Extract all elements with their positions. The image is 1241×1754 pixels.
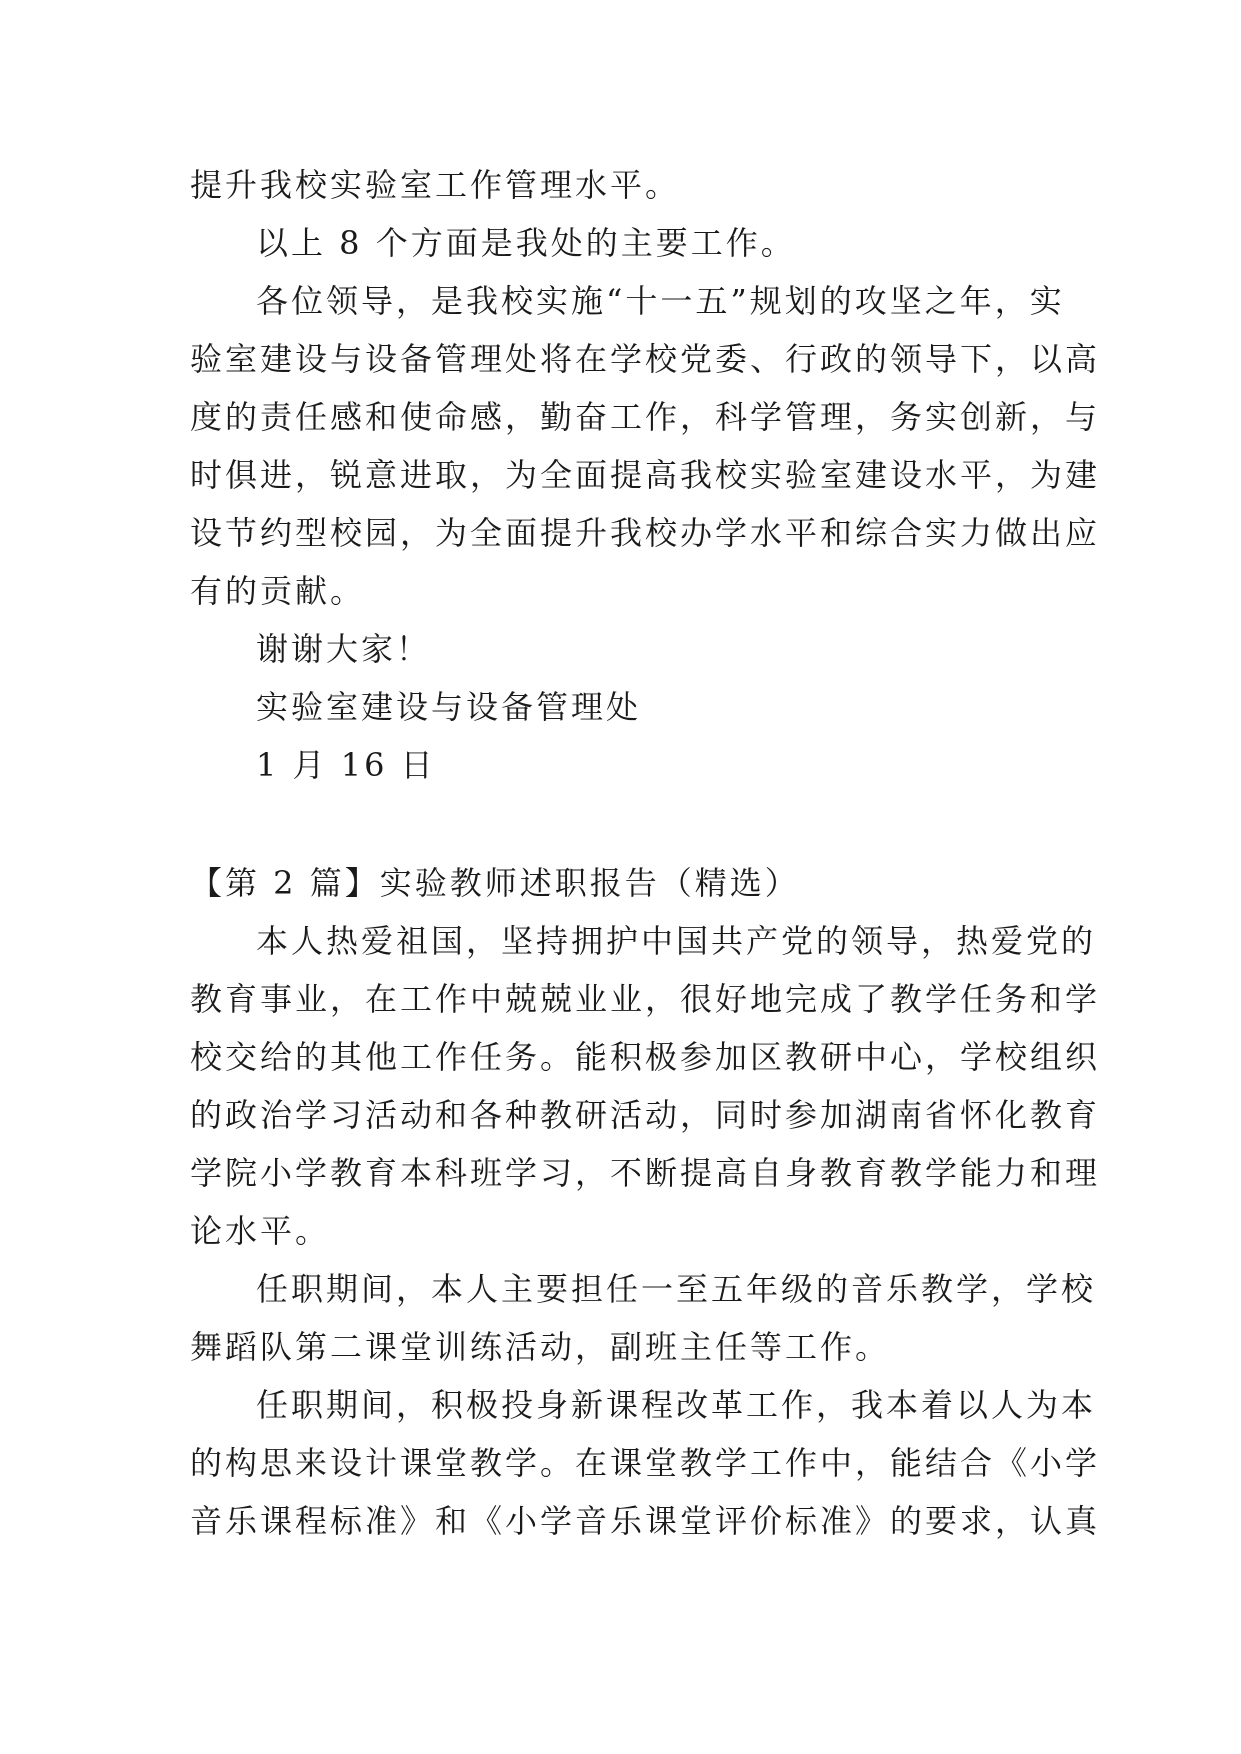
paragraph-line: 本人热爱祖国，坚持拥护中国共产党的领导，热爱党的 [256,922,1097,960]
paragraph-line: 度的责任感和使命感，勤奋工作，科学管理，务实创新，与 [190,398,1101,436]
paragraph-line: 论水平。 [190,1212,331,1250]
signature-department: 实验室建设与设备管理处 [256,688,642,726]
section-heading: 【第 2 篇】实验教师述职报告（精选） [190,864,800,902]
closing-thanks: 谢谢大家！ [256,630,432,668]
paragraph-line: 有的贡献。 [190,572,366,610]
paragraph-line: 各位领导，是我校实施“十一五”规划的攻坚之年，实 [256,282,1065,320]
paragraph-line: 任职期间，积极投身新课程改革工作，我本着以人为本 [256,1386,1097,1424]
paragraph-line: 教育事业，在工作中兢兢业业，很好地完成了教学任务和学 [190,980,1101,1018]
paragraph-line: 任职期间，本人主要担任一至五年级的音乐教学，学校 [256,1270,1097,1308]
section-gap [190,794,1052,854]
paragraph-line: 校交给的其他工作任务。能积极参加区教研中心，学校组织 [190,1038,1101,1076]
paragraph-line: 音乐课程标准》和《小学音乐课堂评价标准》的要求，认真 [190,1502,1101,1540]
paragraph-line: 的构思来设计课堂教学。在课堂教学工作中，能结合《小学 [190,1444,1101,1482]
paragraph-line: 以上 8 个方面是我处的主要工作。 [256,224,796,262]
paragraph-line: 提升我校实验室工作管理水平。 [190,166,681,204]
paragraph-line: 设节约型校园，为全面提升我校办学水平和综合实力做出应 [190,514,1101,552]
paragraph-line: 舞蹈队第二课堂训练活动，副班主任等工作。 [190,1328,891,1366]
document-page [190,156,1101,1550]
signature-date: 1 月 16 日 [256,746,436,784]
paragraph-line: 时俱进，锐意进取，为全面提高我校实验室建设水平，为建 [190,456,1101,494]
paragraph-line: 学院小学教育本科班学习，不断提高自身教育教学能力和理 [190,1154,1101,1192]
paragraph-line: 的政治学习活动和各种教研活动，同时参加湖南省怀化教育 [190,1096,1101,1134]
paragraph-line: 验室建设与设备管理处将在学校党委、行政的领导下，以高 [190,340,1101,378]
